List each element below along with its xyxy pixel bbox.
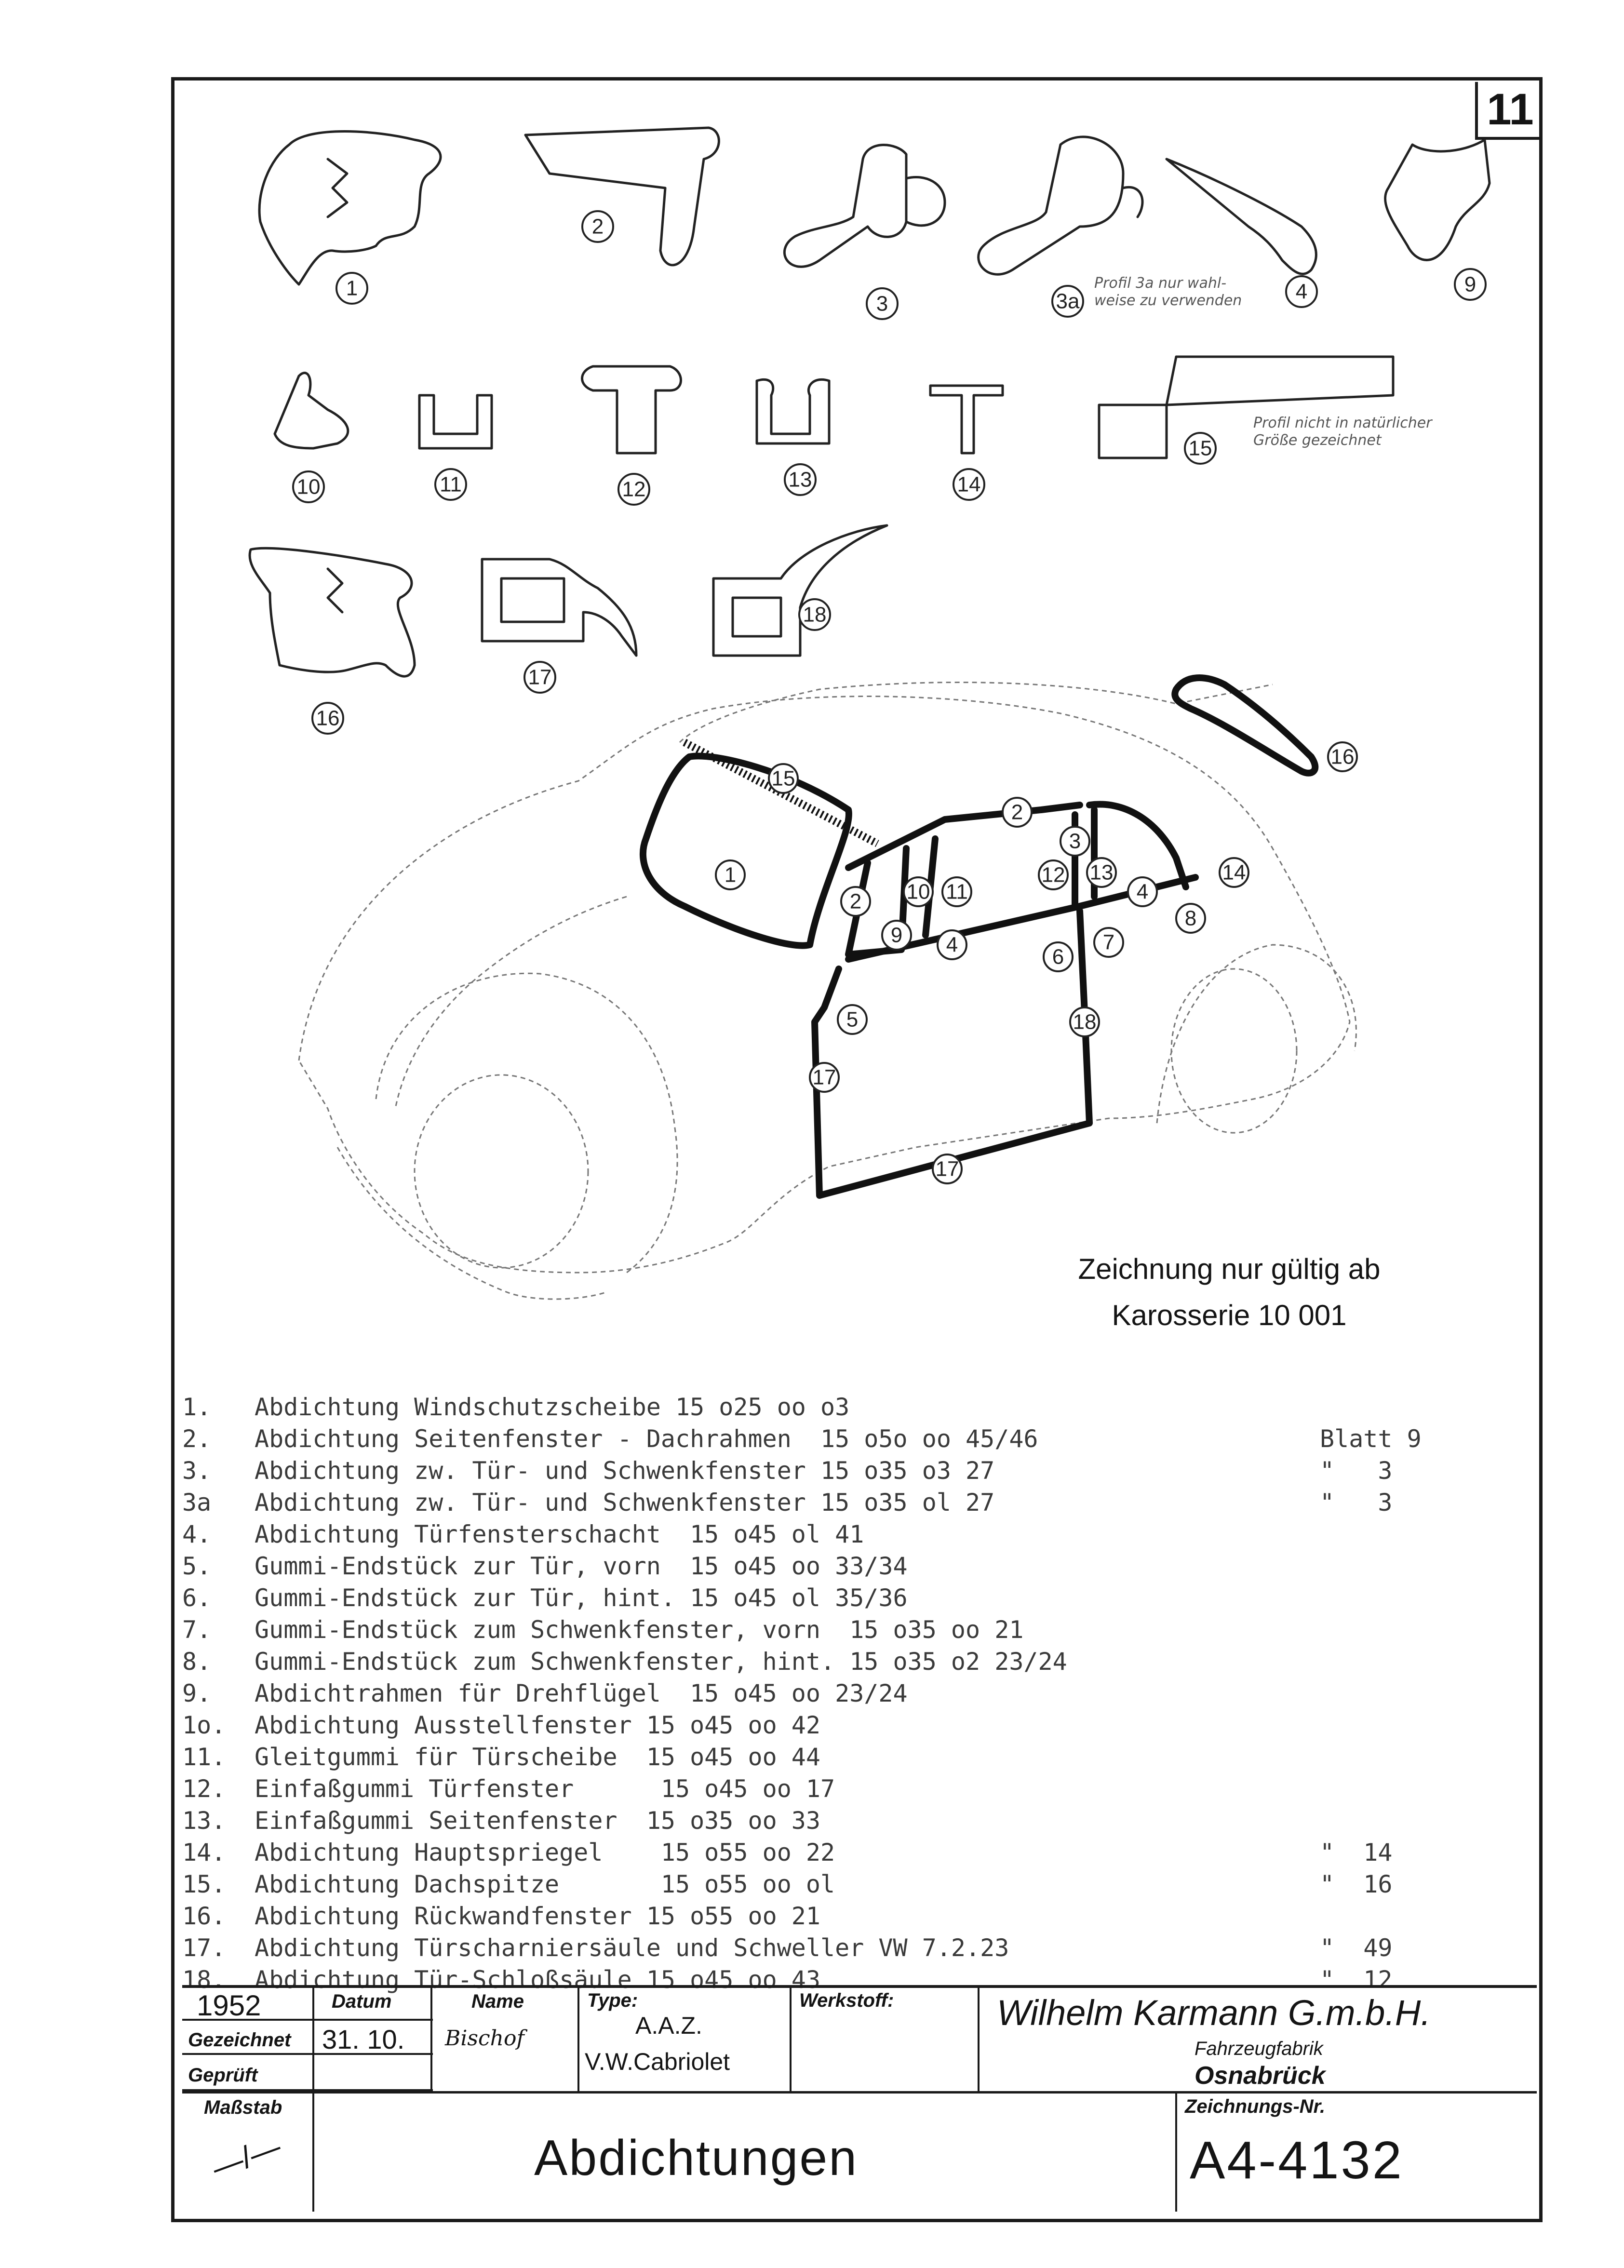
parts-list-row — [182, 1902, 1513, 1934]
note-profile-3a-line-2: weise zu verwenden — [1094, 292, 1242, 309]
parts-list-row — [182, 1839, 1513, 1870]
part-description: Abdichtrahmen für Drehflügel 15 o45 oo 23/24 — [255, 1679, 908, 1707]
tb-company: Wilhelm Karmann G.m.b.H. — [997, 1993, 1431, 2033]
tb-geprueft-label: Geprüft — [188, 2065, 258, 2086]
tb-title: Abdichtungen — [534, 2130, 859, 2186]
car-callout-4a — [938, 930, 966, 959]
front-bumper — [337, 1147, 607, 1299]
car-callout-18 — [1070, 1007, 1099, 1036]
profile-3-outline — [784, 145, 945, 267]
svg-text:12: 12 — [622, 477, 646, 501]
svg-text:12: 12 — [1041, 863, 1065, 887]
part-sheet-reference: " 3 — [1320, 1457, 1393, 1485]
part-number: 18. — [182, 1966, 226, 1994]
svg-text:14: 14 — [957, 472, 981, 497]
part-number: 9. — [182, 1679, 212, 1707]
parts-list-row — [182, 1393, 1513, 1425]
part-description: Gummi-Endstück zum Schwenkfenster, vorn 15 o35 oo 21 — [255, 1616, 1024, 1644]
svg-text:17: 17 — [812, 1065, 836, 1089]
rear-wheel — [1171, 969, 1297, 1133]
parts-list-row — [182, 1775, 1513, 1807]
part-description: Gummi-Endstück zur Tür, vorn 15 o45 oo 33/34 — [255, 1552, 908, 1580]
part-description: Abdichtung Hauptspriegel 15 o55 oo 22 — [255, 1839, 835, 1866]
svg-text:13: 13 — [1089, 860, 1114, 885]
car-callout-1 — [716, 860, 745, 889]
seal-windshield-1 — [643, 756, 849, 945]
tb-drawing-no-label: Zeichnungs-Nr. — [1185, 2096, 1326, 2117]
svg-text:2: 2 — [591, 215, 604, 239]
part-number: 17. — [182, 1934, 226, 1962]
car-callout-14 — [1220, 858, 1248, 887]
car-body-outline — [299, 697, 1350, 1273]
part-description: Abdichtung Türfensterschacht 15 o45 ol 41 — [255, 1520, 864, 1548]
parts-list-row — [182, 1743, 1513, 1775]
callout-16 — [312, 703, 343, 734]
callout-17 — [524, 662, 555, 693]
sheet-number: 11 — [1475, 82, 1543, 140]
car-callout-3 — [1060, 827, 1089, 856]
part-description: Abdichtung Ausstellfenster 15 o45 oo 42 — [255, 1711, 820, 1739]
hood-line — [395, 897, 627, 1109]
part-sheet-reference: " 3 — [1320, 1489, 1393, 1516]
car-callout-8 — [1176, 904, 1205, 933]
callout-13 — [785, 464, 816, 495]
parts-list-row — [182, 1807, 1513, 1839]
svg-text:18: 18 — [1073, 1010, 1097, 1034]
svg-text:9: 9 — [1464, 272, 1476, 296]
svg-text:2: 2 — [1011, 800, 1023, 824]
part-description: Einfaßgummi Türfenster 15 o45 oo 17 — [255, 1775, 835, 1803]
parts-list-row — [182, 1648, 1513, 1679]
car-callout-2a — [841, 887, 870, 916]
tb-gezeichnet-label: Gezeichnet — [188, 2029, 291, 2051]
svg-text:15: 15 — [771, 766, 795, 791]
part-number: 14. — [182, 1839, 226, 1866]
parts-list-row — [182, 1520, 1513, 1552]
tb-col-rule-5 — [978, 1985, 980, 2091]
callout-15 — [1185, 433, 1216, 464]
profile-9-outline — [1385, 140, 1490, 260]
svg-text:7: 7 — [1102, 930, 1115, 954]
svg-text:4: 4 — [946, 933, 958, 957]
title-block — [182, 1985, 1537, 2212]
parts-list-row — [182, 1711, 1513, 1743]
callout-4 — [1286, 276, 1317, 307]
part-description: Abdichtung Seitenfenster - Dachrahmen 15 o5o oo 45/46 — [255, 1425, 1038, 1453]
callout-9 — [1455, 269, 1486, 300]
profile-callouts — [293, 211, 1486, 734]
profile-13-outline — [757, 379, 829, 443]
parts-list-row — [182, 1552, 1513, 1584]
svg-text:10: 10 — [296, 475, 321, 499]
svg-text:15: 15 — [1188, 436, 1212, 460]
svg-text:4: 4 — [1136, 880, 1149, 904]
validity-note-line-1: Zeichnung nur gültig ab — [1078, 1253, 1381, 1285]
part-description: Abdichtung Windschutzscheibe 15 o25 oo o3 — [255, 1393, 850, 1421]
tb-col-rule-1 — [312, 1985, 314, 2091]
part-number: 7. — [182, 1616, 212, 1644]
profile-4-outline — [1167, 159, 1316, 274]
parts-list-row — [182, 1425, 1513, 1457]
svg-text:3: 3 — [876, 292, 888, 316]
profile-16-outline — [250, 548, 415, 676]
callout-12 — [618, 474, 649, 505]
note-profile-15 — [1253, 415, 1432, 449]
callout-1 — [336, 273, 367, 304]
parts-list — [182, 1393, 1513, 1998]
note-profile-3a-line-1: Profil 3a nur wahl- — [1094, 275, 1227, 292]
svg-text:3a: 3a — [1056, 289, 1080, 313]
callout-3 — [867, 288, 898, 319]
car-callout-13 — [1087, 858, 1116, 887]
car-callout-16 — [1328, 742, 1357, 771]
svg-text:4: 4 — [1295, 280, 1308, 304]
note-profile-15-line-1: Profil nicht in natürlicher — [1253, 415, 1432, 431]
car-callout-7 — [1094, 928, 1123, 957]
front-wheel — [415, 1075, 588, 1268]
tb-col-rule-2 — [430, 1985, 432, 2091]
tb-type-label: Type: — [587, 1990, 638, 2011]
profile-2-outline — [525, 128, 719, 265]
front-wheel-arch — [376, 973, 677, 1273]
profile-10-outline — [275, 373, 348, 448]
parts-list-row — [182, 1870, 1513, 1902]
parts-list-row — [182, 1584, 1513, 1616]
note-profile-3a — [1094, 275, 1242, 309]
part-description: Abdichtung Rückwandfenster 15 o55 oo 21 — [255, 1902, 820, 1930]
part-description: Gummi-Endstück zum Schwenkfenster, hint. 15 o35 o2 23/24 — [255, 1648, 1067, 1676]
tb-mid-rule — [182, 2091, 1537, 2094]
part-description: Abdichtung zw. Tür- und Schwenkfenster 15 o35 o3 27 — [255, 1457, 995, 1485]
profile-14-outline — [930, 386, 1003, 453]
tb-company-city: Osnabrück — [1195, 2062, 1326, 2090]
part-number: 6. — [182, 1584, 212, 1612]
car-callout-15 — [769, 764, 798, 793]
parts-list-row — [182, 1679, 1513, 1711]
part-description: Einfaßgummi Seitenfenster 15 o35 oo 33 — [255, 1807, 820, 1835]
car-callout-2b — [1003, 798, 1032, 827]
profile-1-outline — [259, 132, 441, 285]
part-sheet-reference: Blatt 9 — [1320, 1425, 1422, 1453]
validity-note — [1022, 1246, 1436, 1339]
callout-2 — [582, 211, 613, 242]
profile-3a-outline — [979, 137, 1142, 274]
tb-type-value-1: A.A.Z. — [635, 2012, 702, 2039]
part-number: 4. — [182, 1520, 212, 1548]
svg-text:9: 9 — [890, 923, 903, 947]
tb-gezeichnet-name: Bischof — [445, 2026, 524, 2051]
part-description: Gleitgummi für Türscheibe 15 o45 oo 44 — [255, 1743, 820, 1771]
tb-name-label: Name — [471, 1991, 524, 2012]
part-sheet-reference: " 14 — [1320, 1839, 1393, 1866]
car-callout-9 — [882, 921, 911, 950]
part-number: 11. — [182, 1743, 226, 1771]
tb-col-rule-6 — [312, 2091, 314, 2212]
tb-gezeichnet-date: 31. 10. — [322, 2024, 405, 2054]
svg-text:17: 17 — [528, 665, 552, 689]
svg-text:1: 1 — [724, 863, 737, 887]
tb-massstab-label: Maßstab — [204, 2097, 282, 2118]
profile-11-outline — [419, 395, 492, 448]
parts-list-row — [182, 1489, 1513, 1520]
note-profile-15-line-2: Größe gezeichnet — [1253, 432, 1382, 449]
car-callout-17b — [933, 1154, 962, 1183]
svg-text:13: 13 — [788, 468, 812, 492]
svg-text:11: 11 — [440, 472, 462, 497]
svg-text:11: 11 — [946, 880, 968, 904]
car-callout-11 — [942, 877, 971, 906]
tb-col-rule-7 — [1175, 2091, 1177, 2212]
svg-text:18: 18 — [803, 603, 827, 627]
callout-3a — [1052, 286, 1083, 317]
callout-18 — [799, 599, 830, 630]
car-callout-4b — [1128, 877, 1157, 906]
svg-text:5: 5 — [846, 1007, 859, 1032]
part-description: Abdichtung Türscharniersäule und Schweller VW 7.2.23 — [255, 1934, 1009, 1962]
svg-text:16: 16 — [316, 706, 340, 730]
svg-text:17: 17 — [935, 1157, 959, 1181]
roof-top-line — [680, 683, 1273, 742]
part-description: Abdichtung zw. Tür- und Schwenkfenster 15 o35 ol 27 — [255, 1489, 995, 1516]
svg-text:2: 2 — [849, 889, 862, 913]
part-number: 2. — [182, 1425, 212, 1453]
part-number: 16. — [182, 1902, 226, 1930]
part-number: 13. — [182, 1807, 226, 1835]
tb-col-rule-4 — [790, 1985, 792, 2091]
part-number: 15. — [182, 1870, 226, 1898]
tb-year: 1952 — [197, 1989, 261, 2022]
seal-quarter-glass-3-12-13 — [1075, 810, 1094, 906]
part-sheet-reference: " 16 — [1320, 1870, 1393, 1898]
parts-list-row — [182, 1616, 1513, 1648]
part-description: Abdichtung Tür-Schloßsäule 15 o45 oo 43 — [255, 1966, 820, 1994]
parts-list-row — [182, 1934, 1513, 1966]
svg-text:14: 14 — [1222, 860, 1246, 885]
part-number: 1. — [182, 1393, 212, 1421]
part-number: 12. — [182, 1775, 226, 1803]
svg-text:10: 10 — [906, 880, 930, 904]
validity-note-line-2: Karosserie 10 001 — [1112, 1299, 1347, 1331]
svg-text:6: 6 — [1052, 945, 1064, 969]
svg-text:3: 3 — [1069, 829, 1081, 853]
tb-col-rule-3 — [577, 1985, 579, 2091]
profile-12-outline — [582, 366, 681, 453]
car-callout-5 — [838, 1005, 867, 1034]
part-number: 5. — [182, 1552, 212, 1580]
tb-massstab-value: —/— — [207, 2129, 285, 2186]
profile-17-outline — [482, 559, 636, 656]
part-number: 1o. — [182, 1711, 226, 1739]
car-callout-12 — [1039, 860, 1068, 889]
car-callout-17a — [810, 1063, 839, 1092]
car-callout-10 — [904, 877, 933, 906]
part-sheet-reference: " 12 — [1320, 1966, 1393, 1994]
tb-type-value-2: V.W.Cabriolet — [585, 2048, 730, 2075]
callout-11 — [435, 469, 466, 500]
part-number: 3. — [182, 1457, 212, 1485]
part-number: 3a — [182, 1489, 212, 1516]
rear-wheel-arch — [1157, 945, 1356, 1123]
svg-text:16: 16 — [1330, 745, 1355, 769]
part-description: Abdichtung Dachspitze 15 o55 oo ol — [255, 1870, 835, 1898]
parts-list-row — [182, 1457, 1513, 1489]
svg-text:8: 8 — [1184, 906, 1197, 930]
svg-text:1: 1 — [346, 276, 358, 300]
part-sheet-reference: " 49 — [1320, 1934, 1393, 1962]
callout-14 — [953, 469, 984, 500]
tb-datum-label: Datum — [332, 1991, 392, 2012]
car-callout-6 — [1044, 942, 1073, 971]
part-description: Gummi-Endstück zur Tür, hint. 15 o45 ol 35/36 — [255, 1584, 908, 1612]
seal-rear-window-16 — [1175, 678, 1315, 773]
callout-10 — [293, 471, 324, 502]
tb-company-sub: Fahrzeugfabrik — [1195, 2038, 1323, 2059]
part-number: 8. — [182, 1648, 212, 1676]
tb-drawing-no: A4-4132 — [1190, 2131, 1404, 2190]
tb-werkstoff-label: Werkstoff: — [799, 1990, 894, 2011]
profile-18-outline — [713, 525, 887, 656]
